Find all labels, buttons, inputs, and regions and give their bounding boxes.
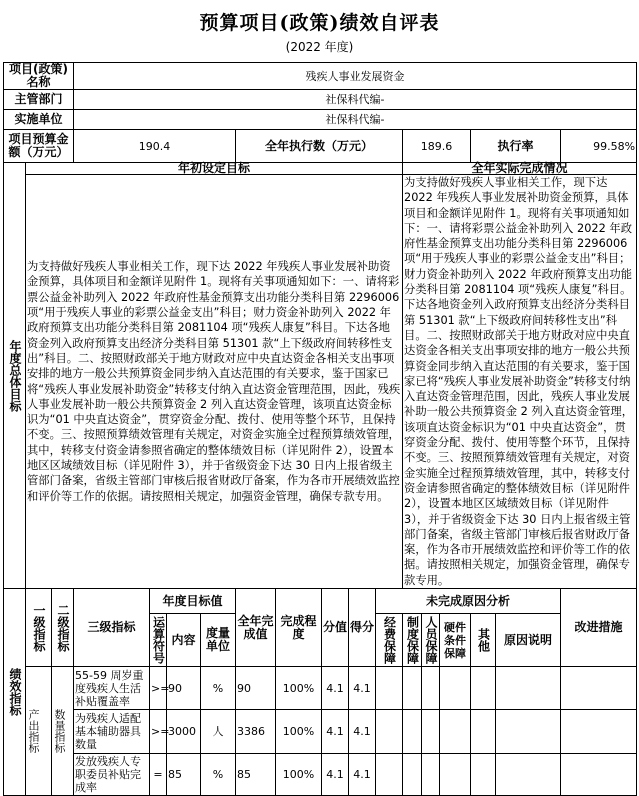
goals-section-label [4,163,26,589]
header-system-text: 制度保障 [405,616,420,665]
header-improvement: 改进措施 [561,589,637,667]
header-other [471,614,496,667]
empty-cell [422,667,440,710]
actual-value: 90 [236,667,276,710]
header-content: 内容 [167,614,201,667]
empty-cell [440,667,471,710]
project-name-value: 残疾人事业发展资金 [74,63,637,90]
target-content: 85 [167,754,201,796]
score: 4.1 [349,667,376,710]
dept-label: 主管部门 [4,90,74,110]
performance-section-label-text: 绩效指标 [8,668,22,717]
header-funding [376,614,403,667]
empty-cell [561,710,637,754]
score: 4.1 [349,754,376,796]
empty-cell [403,754,422,796]
budget-value: 190.4 [74,130,236,163]
target-unit: % [201,667,236,710]
header-reason-group: 未完成原因分析 [376,589,561,614]
performance-section-label [4,589,26,796]
rate-value: 99.58% [561,130,637,163]
actual-value: 3386 [236,710,276,754]
performance-self-evaluation-table [3,62,637,796]
project-name-label: 项目(政策)名称 [4,63,74,90]
header-level1 [26,589,52,667]
header-unit: 度量单位 [201,614,236,667]
score: 4.1 [349,710,376,754]
target-unit: % [201,754,236,796]
completion-degree: 100% [276,710,322,754]
goals-section-label-text: 年度总体目标 [8,339,22,412]
empty-cell [471,710,496,754]
indicator-name: 发放残疾人专职委员补贴完成率 [74,754,150,796]
empty-cell [496,710,561,754]
empty-cell [440,754,471,796]
operator: = [150,754,167,796]
empty-cell [376,710,403,754]
table-row [4,754,637,796]
executed-label: 全年执行数（万元） [236,130,403,163]
planned-goal-text: 为支持做好残疾人事业相关工作，现下达 2022 年残疾人事业发展补助资金预算，具体项目和金额详见附件 1。现将有关事项通知如下：一、请将彩票公益金补助列入 2022 年政府性基金预算支出功能分类科目第 2296006 项“用于残疾人事业的彩票公益金支出”科目；财力资金补助列入 2022 年政府预算支出功能分类科目第 2081104 项“残疾人康复”科目。下达各地资金列入政府预算支出经济分类科目第 51301 款“上下级政府间转移性支出”科目。二、按照财政部关于地方财政对应中央直达资金各相关支出事项安排的地方一般公共预算资金同步纳入直达范围的有关要求，鉴于国家已将“残疾人事业发展补助资金”转移支付纳入直达资金管理范围，因此，残疾人事业发展补助一般公共预算资金 2 列入直达资金管理，该项直达资金标识为“01 中央直达资金”，贯穿资金分配、拨付、使用等整个环节，且保持不变。三、按照预算绩效管理有关规定，对资金实施全过程预算绩效管理，其中，转移支付资金请参照省确定的整体绩效目标（详见附件 2），设置本地区区域绩效目标（详见附件 3），并于省级资金下达 30 日内上报省级主管部门备案，省级主管部门审核后报省财政厅备案，作为各市开展绩效监控和评价等工作的依据。请按照相关规定，加强资金管理，确保专款专用。 [26,175,403,589]
rate-label: 执行率 [471,130,561,163]
operator: >= [150,710,167,754]
target-content: 3000 [167,710,201,754]
empty-cell [471,667,496,710]
actual-completion-text: 为支持做好残疾人事业相关工作，现下达 2022 年残疾人事业发展补助资金预算，具体项目和金额详见附件 1。现将有关事项通知如下：一、请将彩票公益金补助列入 2022 年政府性基金预算支出功能分类科目第 2296006 项“用于残疾人事业的彩票公益金支出”科目；财力资金补助列入 2022 年政府预算支出功能分类科目第 2081104 项“残疾人康复”科目。下达各地资金列入政府预算支出经济分类科目第 51301 款“上下级政府间转移性支出”科目。二、按照财政部关于地方财政对应中央直达资金各相关支出事项安排的地方一般公共预算资金同步纳入直达范围的有关要求，鉴于国家已将“残疾人事业发展补助资金”转移支付纳入直达资金管理范围，因此，残疾人事业发展补助一般公共预算资金 2 列入直达资金管理，该项直达资金标识为“01 中央直达资金”，贯穿资金分配、拨付、使用等整个环节，且保持不变。三、按照预算绩效管理有关规定，对资金实施全过程预算绩效管理，其中，转移支付资金请参照省确定的整体绩效目标（详见附件 2），设置本地区区域绩效目标（详见附件 3），并于省级资金下达 30 日内上报省级主管部门备案，省级主管部门审核后报省财政厅备案，作为各市开展绩效监控和评价等工作的依据。请按照相关规定，加强资金管理，确保专款专用。 [403,175,637,589]
table-row [4,667,637,710]
completion-degree: 100% [276,667,322,710]
dept-value: 社保科代编- [74,90,637,110]
empty-cell [496,667,561,710]
empty-cell [561,754,637,796]
header-operator [150,614,167,667]
score-value: 4.1 [322,754,349,796]
score-value: 4.1 [322,710,349,754]
header-level2-text: 二级指标 [56,603,70,652]
header-actual: 全年完成值 [236,589,276,667]
header-funding-text: 经费保障 [382,616,397,665]
header-operator-text: 运算符号 [151,616,166,665]
header-degree: 完成程度 [276,589,322,667]
page-subtitle: (2022 年度) [285,40,354,54]
header-score: 得分 [349,589,376,667]
page-title: 预算项目(政策)绩效自评表 [199,12,440,34]
header-other-text: 其他 [476,628,491,653]
empty-cell [422,710,440,754]
header-hardware: 硬件条件保障 [440,614,471,667]
header-system [403,614,422,667]
header-level2 [52,589,74,667]
indicator-name: 为残疾人适配基本辅助器具数量 [74,710,150,754]
actual-value: 85 [236,754,276,796]
header-staff [422,614,440,667]
indicator-name: 55-59 周岁重度残疾人生活补贴覆盖率 [74,667,150,710]
empty-cell [376,754,403,796]
level1-value-text: 产出指标 [27,709,40,754]
operator: >= [150,667,167,710]
empty-cell [561,667,637,710]
unit-value: 社保科代编- [74,110,637,130]
budget-label: 项目预算金额（万元） [4,130,74,163]
empty-cell [376,667,403,710]
empty-cell [403,667,422,710]
header-score-value: 分值 [322,589,349,667]
table-row [4,710,637,754]
empty-cell [403,710,422,754]
header-reason-note: 原因说明 [496,614,561,667]
empty-cell [440,710,471,754]
header-level3: 三级指标 [74,589,150,667]
completion-degree: 100% [276,754,322,796]
executed-value: 189.6 [403,130,471,163]
empty-cell [496,754,561,796]
header-level1-text: 一级指标 [32,603,46,652]
actual-header: 全年实际完成情况 [403,163,637,175]
score-value: 4.1 [322,667,349,710]
unit-label: 实施单位 [4,110,74,130]
level2-value-text: 数量指标 [53,709,66,754]
target-content: 90 [167,667,201,710]
header-staff-text: 人员保障 [424,616,439,665]
level1-value [26,667,52,796]
target-unit: 人 [201,710,236,754]
level2-value [52,667,74,796]
header-target-group: 年度目标值 [150,589,236,614]
planned-header: 年初设定目标 [26,163,403,175]
empty-cell [422,754,440,796]
empty-cell [471,754,496,796]
